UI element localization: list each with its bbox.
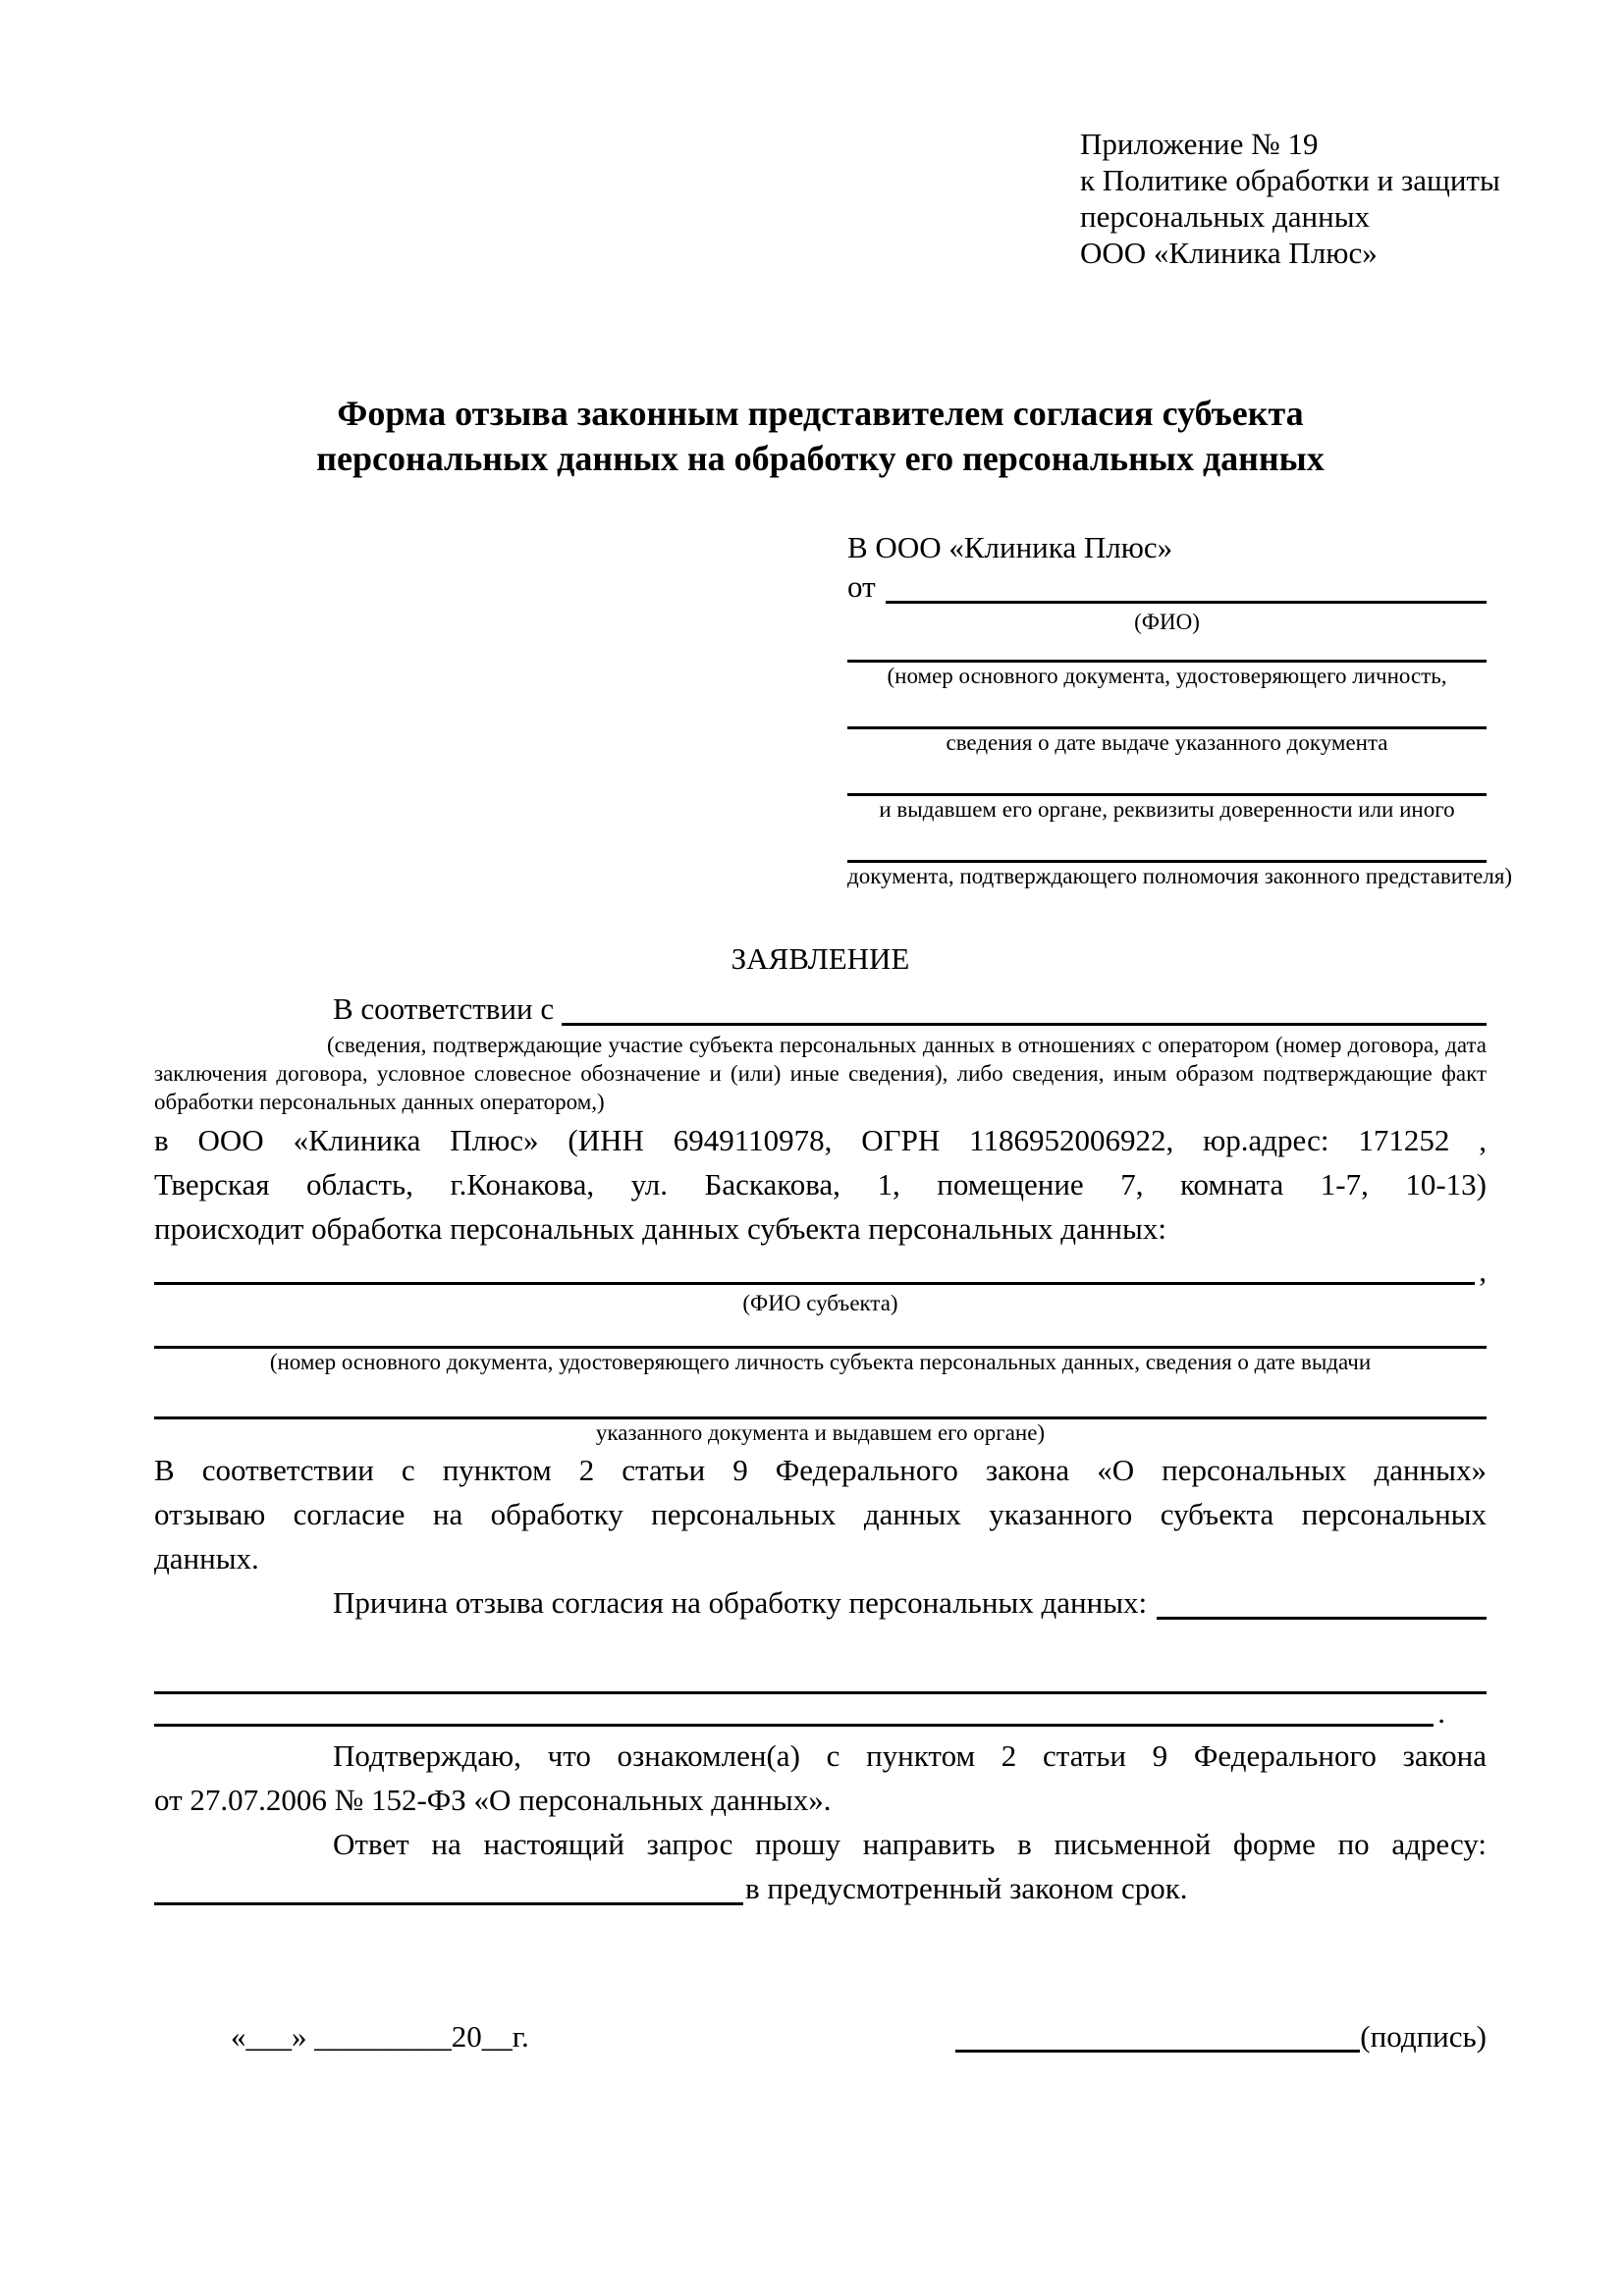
blank-field-subject-doc [154,1316,1487,1349]
blank-line-period: . [1437,1695,1445,1730]
operator-paragraph [154,1118,1487,1251]
operator-paragraph-line-1: в ООО «Клиника Плюс» (ИНН 6949110978, ОГРН 1186952006922, юр.адрес: 171252 , [154,1123,1487,1157]
subject-fio-row [154,1251,1487,1290]
intro-row [154,988,1487,1031]
withdraw-paragraph-line-3: данных. [154,1541,259,1575]
document-title-line-2: персональных данных на обработку его персональных данных [316,439,1325,478]
intro-prefix: В соответствии с [333,991,555,1026]
intro-note [154,1031,1487,1116]
withdraw-paragraph-line-1: В соответствии с пунктом 2 статьи 9 Федерального закона «О персональных данных» [154,1453,1487,1487]
recipient-block [847,528,1513,889]
statement-heading: ЗАЯВЛЕНИЕ [731,941,910,976]
blank-line-1 [154,1625,1487,1694]
caption-doc-2: сведения о дате выдаче указанного документа [946,730,1388,755]
blank-field-doc-issuer [847,756,1487,796]
blank-field-doc-date [847,689,1487,729]
signature-row [154,2014,1487,2058]
withdraw-paragraph-line-2: отзываю согласие на обработку персональных данных указанного субъекта персональных [154,1497,1487,1531]
confirm-paragraph-line-2: от 27.07.2006 № 152-ФЗ «О персональных данных». [154,1783,832,1817]
reply-suffix: в предусмотренный законом срок. [745,1871,1188,1905]
reason-prefix: Причина отзыва согласия на обработку персональных данных: [333,1585,1148,1620]
caption-doc-3: и выдавшем его органе, реквизиты доверенности или иного [879,797,1455,822]
reply-address-row [154,1866,1487,1910]
recipient-organization: В ООО «Клиника Плюс» [847,530,1173,564]
caption-subject-doc-2: указанного документа и выдавшем его органе) [595,1420,1046,1445]
caption-fio: (ФИО) [1134,610,1200,634]
blank-field-subject-doc-issuer [154,1375,1487,1419]
caption-doc-1: (номер основного документа, удостоверяющего личность, [887,664,1447,688]
blank-field-signature [955,2050,1360,2053]
withdraw-paragraph [154,1448,1487,1580]
appendix-block [1080,126,1500,271]
blank-field-reason [1157,1617,1487,1620]
date-line: «___» _________20__г. [231,2019,529,2054]
blank-field-address [154,1902,743,1905]
intro-note-line-1: (сведения, подтверждающие участие субъекта персональных данных в отношениях с оператором (номер договора, дата [327,1033,1487,1057]
document-title [154,391,1487,481]
subject-fio-comma: , [1479,1254,1487,1288]
appendix-line-2: к Политике обработки и защиты [1080,163,1500,197]
appendix-line-4: ООО «Клиника Плюс» [1080,236,1378,270]
signature-area [955,2014,1487,2058]
blank-line-2-row [154,1694,1487,1732]
blank-field-fio [886,601,1487,604]
reason-row [154,1580,1487,1625]
caption-doc-4: документа, подтверждающего полномочия законного представителя) [847,864,1513,888]
confirm-paragraph-line-1: Подтверждаю, что ознакомлен(а) с пунктом 2 статьи 9 Федерального закона [333,1738,1487,1773]
from-label: от [847,569,876,604]
caption-subject-fio: (ФИО субъекта) [742,1291,898,1315]
operator-paragraph-line-2: Тверская область, г.Конакова, ул. Баскакова, 1, помещение 7, комната 1-7, 10-13) [154,1167,1487,1201]
confirm-paragraph [154,1734,1487,1822]
blank-field-doc-number [847,635,1487,663]
intro-note-line-3: обработки персональных данных оператором,) [154,1090,605,1114]
blank-field-subject-fio [154,1282,1475,1285]
reply-request-line: Ответ на настоящий запрос прошу направить в письменной форме по адресу: [333,1827,1487,1861]
appendix-line-3: персональных данных [1080,199,1371,234]
operator-paragraph-line-3: происходит обработка персональных данных субъекта персональных данных: [154,1211,1166,1246]
caption-subject-doc-1: (номер основного документа, удостоверяющего личность субъекта персональных данных, сведения о дате выдачи [269,1350,1372,1374]
from-row [847,567,1487,609]
signature-caption: (подпись) [1360,2019,1487,2054]
intro-note-line-2: заключения договора, условное словесное обозначение и (или) иные сведения), либо сведения, иным образом подтверждающие факт [154,1061,1487,1086]
blank-field-basis [562,1023,1487,1026]
blank-field-doc-authority [847,823,1487,863]
document-title-line-1: Форма отзыва законным представителем согласия субъекта [337,394,1304,433]
appendix-line-1: Приложение № 19 [1080,127,1319,161]
blank-line-2 [154,1724,1434,1727]
